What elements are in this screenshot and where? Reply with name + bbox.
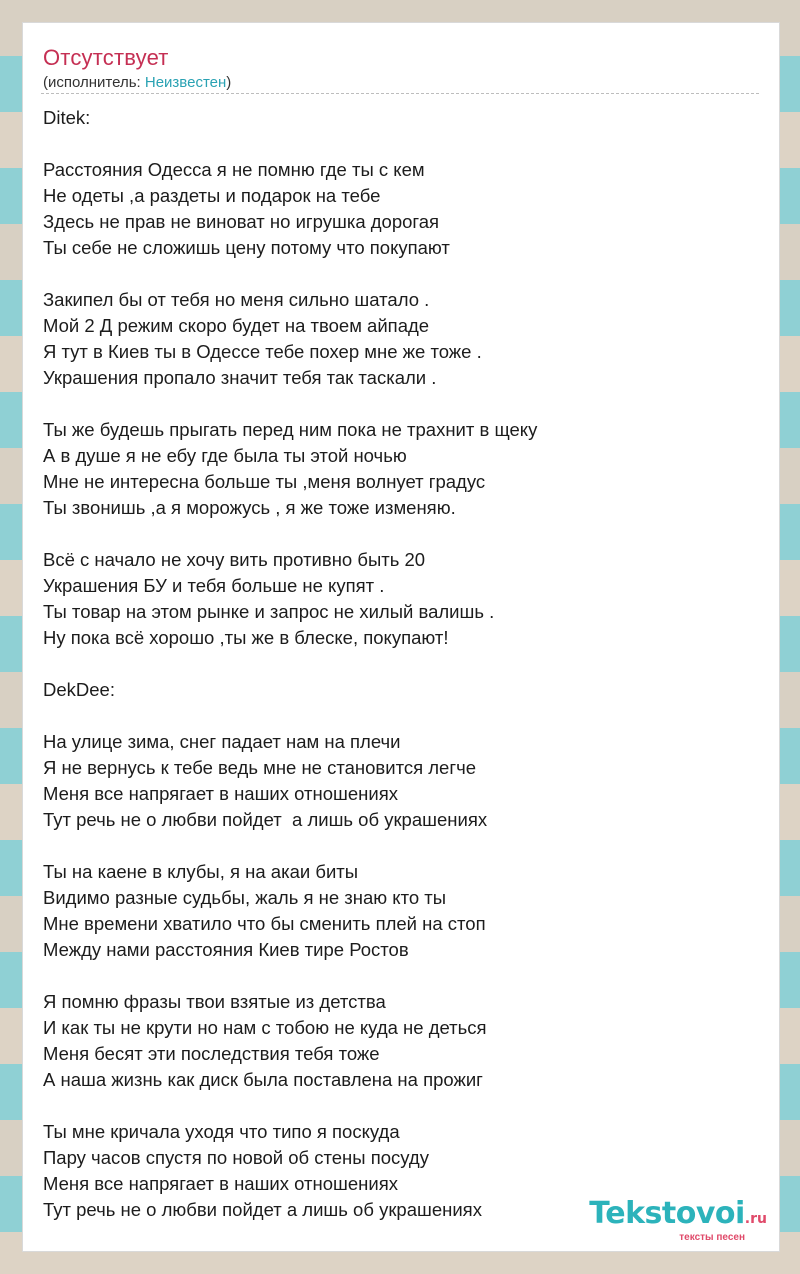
- song-title: Отсутствует: [43, 45, 169, 70]
- stanza-break: [43, 833, 763, 859]
- lyric-line: Ты мне кричала уходя что типо я поскуда: [43, 1121, 400, 1142]
- lyric-line: Ты на каене в клубы, я на акаи биты: [43, 861, 359, 882]
- logo-name: Tekstovoi: [589, 1196, 745, 1231]
- lyrics-card: [22, 22, 780, 1252]
- lyric-line: Ты себе не сложишь цену потому что покупают: [43, 237, 450, 258]
- lyric-line: Тут речь не о любви пойдет а лишь об украшениях: [43, 809, 488, 830]
- stanza-break: [43, 1093, 763, 1119]
- lyric-line: И как ты не крути но нам с тобою не куда не деться: [43, 1017, 487, 1038]
- site-logo[interactable]: [589, 1196, 767, 1243]
- lyric-line: Меня все напрягает в наших отношениях: [43, 783, 398, 804]
- lyric-line: Между нами расстояния Киев тире Ростов: [43, 939, 409, 960]
- lyric-line: А наша жизнь как диск была поставлена на прожиг: [43, 1069, 483, 1090]
- stanza-break: [43, 521, 763, 547]
- lyric-line: Ditek:: [43, 107, 91, 128]
- logo-tagline: тексты песен: [679, 1232, 745, 1243]
- lyric-line: Я не вернусь к тебе ведь мне не становится легче: [43, 757, 477, 778]
- lyric-line: Ну пока всё хорошо ,ты же в блеске, покупают!: [43, 627, 449, 648]
- stanza-break: [43, 391, 763, 417]
- stanza-break: [43, 963, 763, 989]
- lyric-line: Видимо разные судьбы, жаль я не знаю кто ты: [43, 887, 447, 908]
- lyric-line: Не одеты ,а раздеты и подарок на тебе: [43, 185, 381, 206]
- lyric-line: DekDee:: [43, 679, 115, 700]
- lyric-line: Здесь не прав не виноват но игрушка дорогая: [43, 211, 440, 232]
- logo-tld: .ru: [744, 1211, 767, 1227]
- lyric-line: Ты же будешь прыгать перед ним пока не трахнит в щеку: [43, 419, 538, 440]
- artist-prefix: (исполнитель:: [43, 74, 145, 91]
- lyric-line: А в душе я не ебу где была ты этой ночью: [43, 445, 407, 466]
- lyric-line: Мне не интересна больше ты ,меня волнует градус: [43, 471, 486, 492]
- lyric-line: Меня бесят эти последствия тебя тоже: [43, 1043, 380, 1064]
- lyrics-body: [43, 105, 763, 1223]
- lyric-line: Ты звонишь ,а я морожусь , я же тоже изменяю.: [43, 497, 456, 518]
- lyric-line: Расстояния Одесса я не помню где ты с кем: [43, 159, 425, 180]
- lyric-line: Всё с начало не хочу вить противно быть 20: [43, 549, 426, 570]
- stanza-break: [43, 261, 763, 287]
- lyric-line: На улице зима, снег падает нам на плечи: [43, 731, 401, 752]
- lyric-line: Украшения БУ и тебя больше не купят .: [43, 575, 385, 596]
- lyric-line: Украшения пропало значит тебя так таскали .: [43, 367, 437, 388]
- lyric-line: Тут речь не о любви пойдет а лишь об украшениях: [43, 1199, 482, 1220]
- artist-line: [43, 74, 231, 91]
- lyric-line: Я помню фразы твои взятые из детства: [43, 991, 386, 1012]
- lyric-line: Мой 2 Д режим скоро будет на твоем айпаде: [43, 315, 430, 336]
- artist-suffix: ): [226, 74, 232, 91]
- stanza-break: [43, 703, 763, 729]
- lyric-line: Ты товар на этом рынке и запрос не хилый валишь .: [43, 601, 495, 622]
- stanza-break: [43, 131, 763, 157]
- stanza-break: [43, 651, 763, 677]
- lyric-line: Пару часов спустя по новой об стены посуду: [43, 1147, 429, 1168]
- lyric-line: Закипел бы от тебя но меня сильно шатало .: [43, 289, 430, 310]
- lyric-line: Я тут в Киев ты в Одессе тебе похер мне же тоже .: [43, 341, 482, 362]
- artist-link[interactable]: Неизвестен: [144, 74, 227, 91]
- lyric-line: Мне времени хватило что бы сменить плей на стоп: [43, 913, 486, 934]
- title-divider: [41, 93, 759, 94]
- lyric-line: Меня все напрягает в наших отношениях: [43, 1173, 398, 1194]
